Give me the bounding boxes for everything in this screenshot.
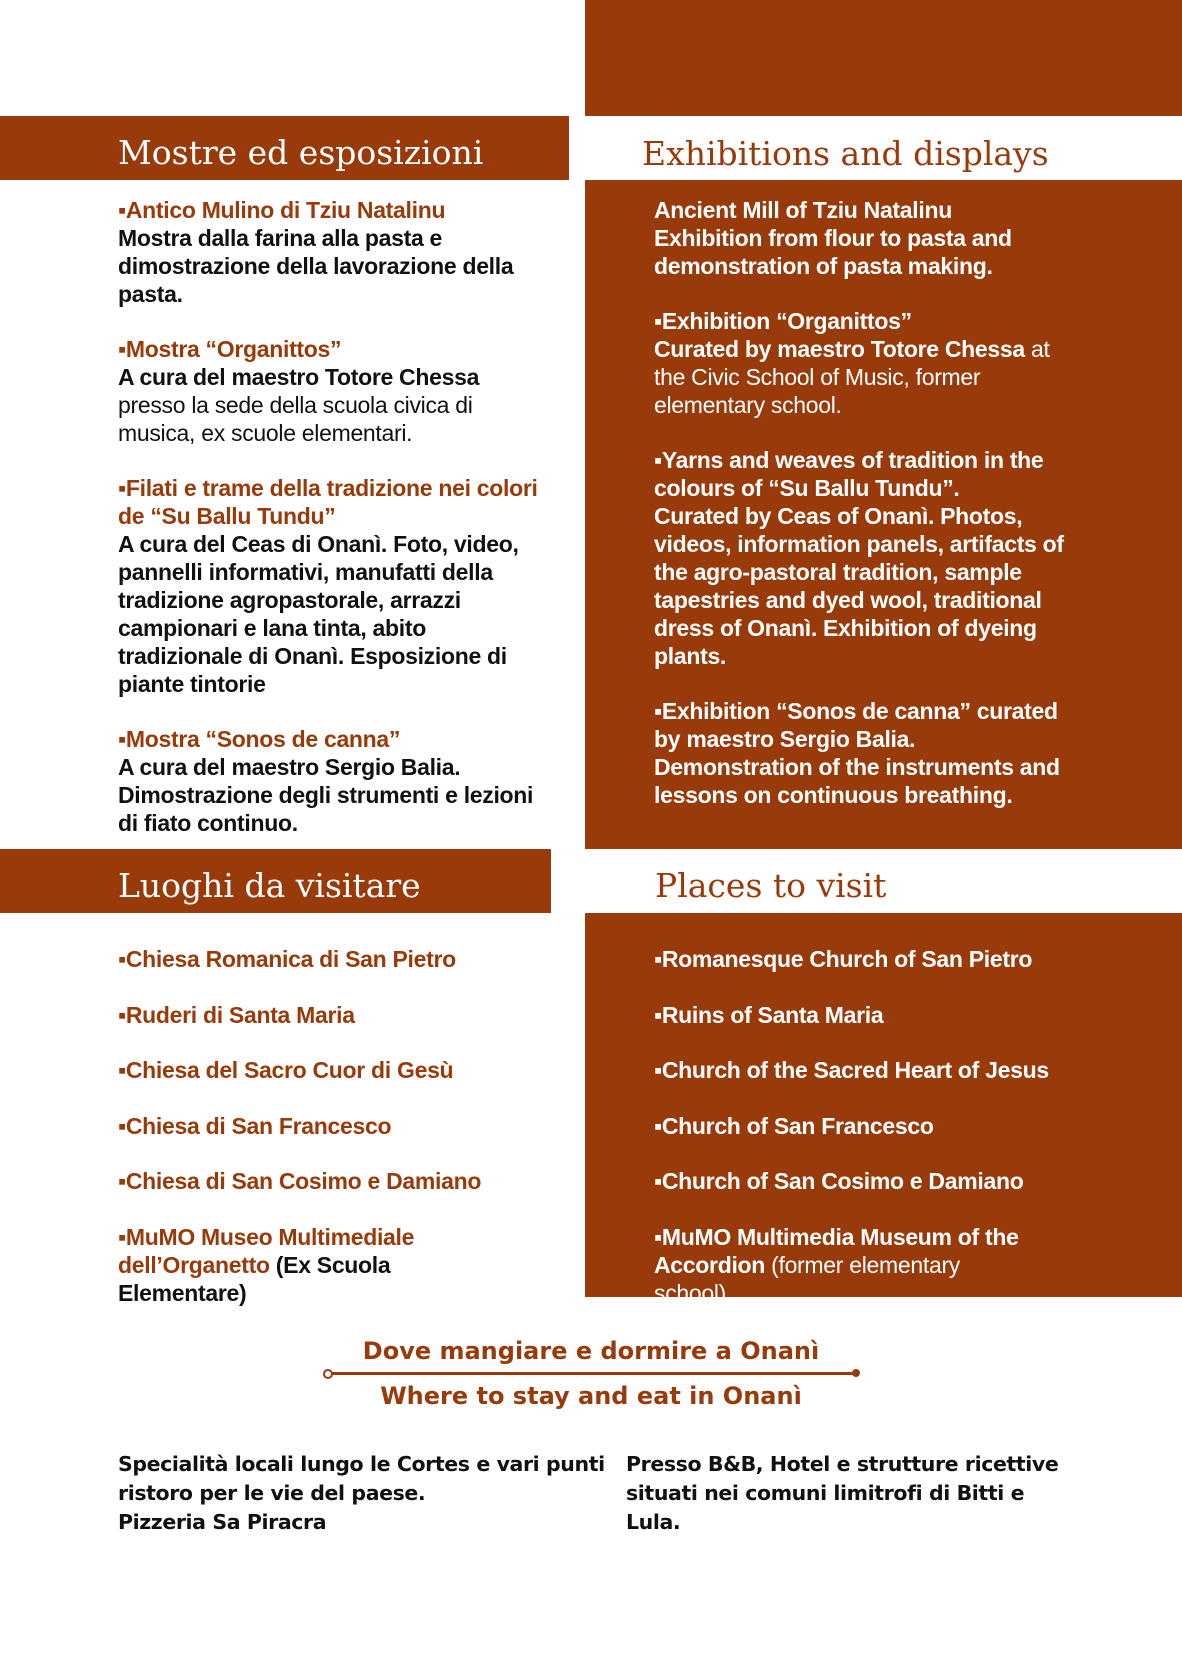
places-list <box>654 945 1064 1334</box>
list-item <box>654 1223 1034 1307</box>
item-title: Ancient Mill of Tziu Natalinu <box>654 197 952 223</box>
item-body: A cura del maestro Totore Chessa <box>118 364 480 390</box>
where-heading: Where to stay and eat in Onanì <box>380 1382 802 1410</box>
item-body: Curated by maestro Totore Chessa <box>654 336 1025 362</box>
footer-line: situati nei comuni limitrofi di Bitti e <box>626 1481 1025 1505</box>
list-item <box>654 1056 1064 1084</box>
list-item <box>118 335 538 447</box>
item-title: ▪Chiesa del Sacro Cuor di Gesù <box>118 1057 454 1083</box>
list-item <box>654 1001 1064 1029</box>
dove-heading: Dove mangiare e dormire a Onanì <box>362 1337 820 1365</box>
luoghi-heading: Luoghi da visitare <box>118 866 421 905</box>
item-extra: presso la sede della scuola civica di musica, ex scuole elementari. <box>118 392 473 446</box>
mostre-list <box>118 196 538 864</box>
footer-line: Lula. <box>626 1510 681 1534</box>
item-title: ▪Romanesque Church of San Pietro <box>654 946 1033 972</box>
item-title: ▪Church of the Sacred Heart of Jesus <box>654 1057 1049 1083</box>
item-extra: (Ex Scuola Elementare) <box>118 1251 391 1306</box>
list-item <box>654 307 1064 419</box>
item-extra: (former elementary school) <box>654 1251 960 1306</box>
item-title: ▪Filati e trame della tradizione nei colori de “Su Ballu Tundu” <box>118 475 538 529</box>
list-item <box>654 196 1064 280</box>
item-title: ▪Antico Mulino di Tziu Natalinu <box>118 197 446 223</box>
footer-line: Pizzeria Sa Piracra <box>118 1510 327 1534</box>
exhibitions-heading: Exhibitions and displays <box>642 134 1049 173</box>
item-title: ▪Chiesa Romanica di San Pietro <box>118 946 456 972</box>
footer-line: Specialità locali lungo le Cortes e vari punti <box>118 1452 605 1476</box>
list-item <box>118 1001 558 1029</box>
list-item <box>654 1112 1064 1140</box>
exhibitions-list <box>654 196 1064 836</box>
divider-line <box>327 1372 857 1375</box>
list-item <box>654 945 1064 973</box>
item-title: ▪Ruderi di Santa Maria <box>118 1001 355 1028</box>
item-body: A cura del maestro Sergio Balia. Dimostrazione degli strumenti e lezioni di fiato continuo. <box>118 754 534 836</box>
divider-end-dot <box>852 1369 860 1377</box>
item-body: Exhibition from flour to pasta and demonstration of pasta making. <box>654 225 1012 279</box>
footer-food <box>118 1450 618 1537</box>
list-item <box>118 474 538 698</box>
list-item <box>118 1056 558 1084</box>
list-item <box>118 1112 558 1140</box>
list-item <box>654 1167 1064 1195</box>
list-item <box>118 945 558 973</box>
item-title: ▪Church of San Francesco <box>654 1112 934 1139</box>
item-body: Curated by Ceas of Onanì. Photos, videos, information panels, artifacts of the agro-pastoral tradition, sample tapestries and dyed wool, traditional dress of Onanì. Exhibition of dyeing plants. <box>654 503 1064 669</box>
list-item <box>118 1167 558 1195</box>
item-title: ▪Mostra “Organittos” <box>118 336 342 362</box>
item-body: A cura del Ceas di Onanì. Foto, video, pannelli informativi, manufatti della tradizione agropastorale, arrazzi campionari e lana tinta, abito tradizionale di Onanì. Esposizione di piante tintorie <box>118 531 519 697</box>
item-title: ▪Exhibition “Organittos” <box>654 308 912 334</box>
item-title: ▪Ruins of Santa Maria <box>654 1001 884 1028</box>
item-title: ▪Chiesa di San Francesco <box>118 1112 392 1139</box>
top-right-block <box>585 0 1182 116</box>
item-title: ▪Yarns and weaves of tradition in the colours of “Su Ballu Tundu”. <box>654 447 1044 501</box>
item-body: Mostra dalla farina alla pasta e dimostrazione della lavorazione della pasta. <box>118 225 514 307</box>
item-title: ▪Chiesa di San Cosimo e Damiano <box>118 1168 482 1194</box>
item-title: ▪Exhibition “Sonos de canna” curated by maestro Sergio Balia. Demonstration of the instruments and lessons on continuous breathing. <box>654 698 1060 808</box>
item-extra: at the Civic School of Music, former elementary school. <box>654 336 1050 418</box>
item-title: ▪Mostra “Sonos de canna” <box>118 726 401 752</box>
divider-start-dot <box>323 1369 333 1379</box>
footer-stay <box>626 1450 1106 1537</box>
places-heading: Places to visit <box>655 866 887 905</box>
list-item <box>118 1223 518 1307</box>
item-title: ▪MuMO Multimedia Museum of the Accordion <box>654 1223 1019 1278</box>
list-item <box>654 697 1064 809</box>
mostre-heading: Mostre ed esposizioni <box>118 133 484 172</box>
item-title: ▪Church of San Cosimo e Damiano <box>654 1168 1024 1194</box>
list-item <box>654 446 1064 670</box>
footer-line: ristoro per le vie del paese. <box>118 1481 426 1505</box>
footer-line: Presso B&B, Hotel e strutture ricettive <box>626 1452 1059 1476</box>
item-title: ▪MuMO Museo Multimediale dell’Organetto <box>118 1223 415 1278</box>
luoghi-list <box>118 945 558 1334</box>
list-item <box>118 725 538 837</box>
list-item <box>118 196 538 308</box>
